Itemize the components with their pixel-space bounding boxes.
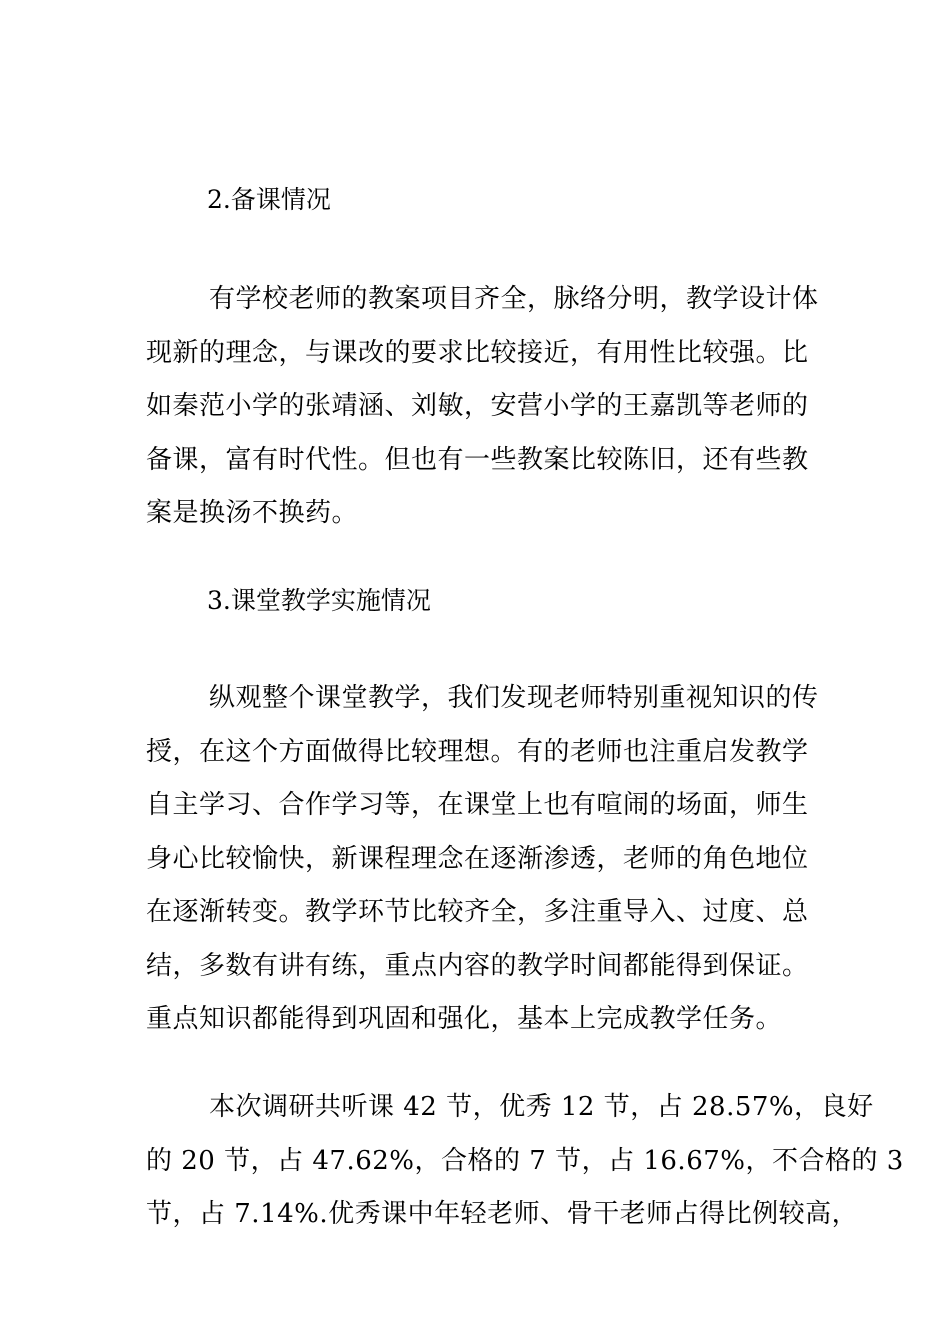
section-heading-lesson-preparation: 2.备课情况 [207, 185, 331, 214]
paragraph-line: 纵观整个课堂教学，我们发现老师特别重视知识的传 [209, 683, 819, 713]
section-heading-classroom-teaching: 3.课堂教学实施情况 [207, 586, 431, 615]
paragraph-line: 备课，富有时代性。但也有一些教案比较陈旧，还有些教 [146, 444, 809, 475]
paragraph-line: 有学校老师的教案项目齐全，脉络分明，教学设计体 [209, 284, 819, 314]
paragraph-line: 的 20 节，占 47.62%，合格的 7 节，占 16.67%，不合格的 3 [146, 1145, 904, 1176]
paragraph-line: 如秦范小学的张靖涵、刘敏，安营小学的王嘉凯等老师的 [146, 391, 809, 421]
paragraph-line: 案是换汤不换药。 [146, 498, 359, 528]
paragraph-classroom-teaching [146, 672, 826, 1047]
paragraph-line: 身心比较愉快，新课程理念在逐渐渗透，老师的角色地位 [146, 843, 809, 874]
paragraph-line: 重点知识都能得到巩固和强化，基本上完成教学任务。 [146, 1004, 783, 1034]
paragraph-line: 结，多数有讲有练，重点内容的教学时间都能得到保证。 [146, 950, 809, 981]
paragraph-line: 本次调研共听课 42 节，优秀 12 节，占 28.57%，良好 [209, 1092, 874, 1122]
paragraph-line: 节，占 7.14%.优秀课中年轻老师、骨干老师占得比例较高， [146, 1199, 859, 1229]
paragraph-survey-statistics [146, 1081, 904, 1242]
paragraph-line: 在逐渐转变。教学环节比较齐全，多注重导入、过度、总 [146, 897, 809, 927]
paragraph-line: 现新的理念，与课改的要求比较接近，有用性比较强。比 [146, 337, 809, 368]
paragraph-lesson-preparation [146, 273, 826, 541]
paragraph-line: 自主学习、合作学习等，在课堂上也有喧闹的场面，师生 [146, 790, 809, 820]
paragraph-line: 授，在这个方面做得比较理想。有的老师也注重启发教学 [146, 736, 809, 767]
